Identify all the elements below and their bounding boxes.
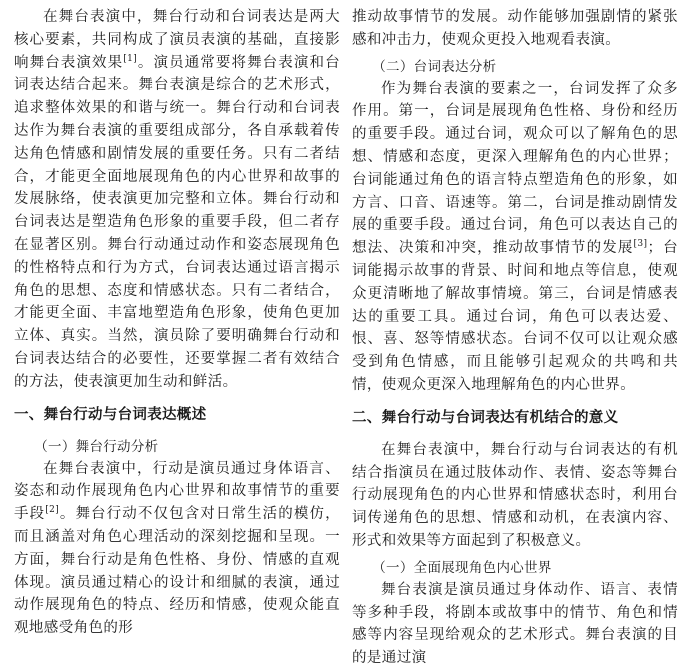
subsection-1-title: （一）舞台行动分析 (34, 438, 159, 455)
citation-1: [1] (123, 53, 138, 64)
continued-paragraph: 推动故事情节的发展。动作能够加强剧情的紧张感和冲击力，使观众更投入地观看表演。 (352, 9, 678, 48)
subsection-2-text: 作为舞台表演的要素之一，台词发挥了众多作用。第一，台词是展现角色性格、身份和经历的重要手段。通过台词，观众可以了解角色的思想、情感和态度，更深入理解角色的内心世界；台词能通过角色的语言特点塑造角色的形象，如方言、口音、语速等。第二，台词是推动剧情发展的重要手段。通过台词，角色可以表达自己的想法、决策和冲突，推动故事情节的发展 (352, 80, 678, 257)
subsection-3-title: （一）全面展现角色内心世界 (372, 559, 552, 576)
citation-2: [2] (45, 505, 60, 516)
subsection-2-title: （二）台词表达分析 (372, 58, 497, 75)
left-column (14, 6, 340, 640)
intro-text: 在舞台表演中，舞台行动和台词表达是两大核心要素，共同构成了演员表演的基础，直接影响舞台表演效果 (14, 9, 340, 71)
right-column (352, 6, 678, 670)
subsection-1-paragraph (14, 458, 340, 640)
subsection-2-paragraph (352, 78, 678, 397)
intro-text-rest: 。演员通常要将舞台表演和台词表达结合起来。舞台表演是综合的艺术形式，追求整体效果的和谐与统一。舞台行动和台词表达作为舞台表演的重要组成部分，各自承载着传达角色情感和剧情发展的重要任务。只有二者结合，才能更全面地展现角色的内心世界和故事的发展脉络，使表演更加完整和立体。舞台行动和台词表达是塑造角色形象的重要手段，但二者存在显著区别。舞台行动通过动作和姿态展现角色的性格特点和行为方式，台词表达通过语言揭示角色的思想、态度和情感状态。只有二者结合，才能更全面、丰富地塑造角色形象，使角色更加立体、真实。当然，演员除了要明确舞台行动和台词表达结合的必要性，还要掌握二者有效结合的方法，使表演更加生动和鲜活。 (14, 54, 340, 390)
section-1-title: 一、舞台行动与台词表达概述 (14, 406, 207, 423)
subsection-1-text: 在舞台表演中，行动是演员通过身体语言、姿态和动作展现角色内心世界和故事情节的重要手段 (14, 460, 340, 523)
section-2-title: 二、舞台行动与台词表达有机结合的意义 (352, 409, 619, 426)
intro-paragraph (14, 6, 340, 394)
subsection-2-text-rest: ；台词能揭示故事的背景、时间和地点等信息，使观众更清晰地了解故事情境。第三，台词是情感表达的重要工具。通过台词，角色可以表达爱、恨、喜、怒等情感状态。台词不仅可以让观众感受到角色情感，而且能够引起观众的共鸣和共情，使观众更深入地理解角色的内心世界。 (352, 240, 678, 393)
subsection-3-paragraph: 舞台表演是演员通过身体动作、语言、表情等多种手段，将剧本或故事中的情节、角色和情感等内容呈现给观众的艺术形式。舞台表演的目的是通过演 (352, 581, 678, 667)
subsection-1-text-rest: 。舞台行动不仅包含对日常生活的模仿，而且涵盖对角色心理活动的深刻挖掘和呈现。一方面，舞台行动是角色性格、身份、情感的直观体现。演员通过精心的设计和细腻的表演，通过动作展现角色的特点、经历和情感，使观众能直观地感受角色的形 (14, 506, 340, 637)
citation-3: [3] (633, 239, 648, 250)
section-2-paragraph: 在舞台表演中，舞台行动与台词表达的有机结合指演员在通过肢体动作、表情、姿态等舞台行动展现角色的内心世界和情感状态时，利用台词传递角色的思想、情感和动机，在表演内容、形式和效果等方面起到了积极意义。 (352, 441, 678, 549)
